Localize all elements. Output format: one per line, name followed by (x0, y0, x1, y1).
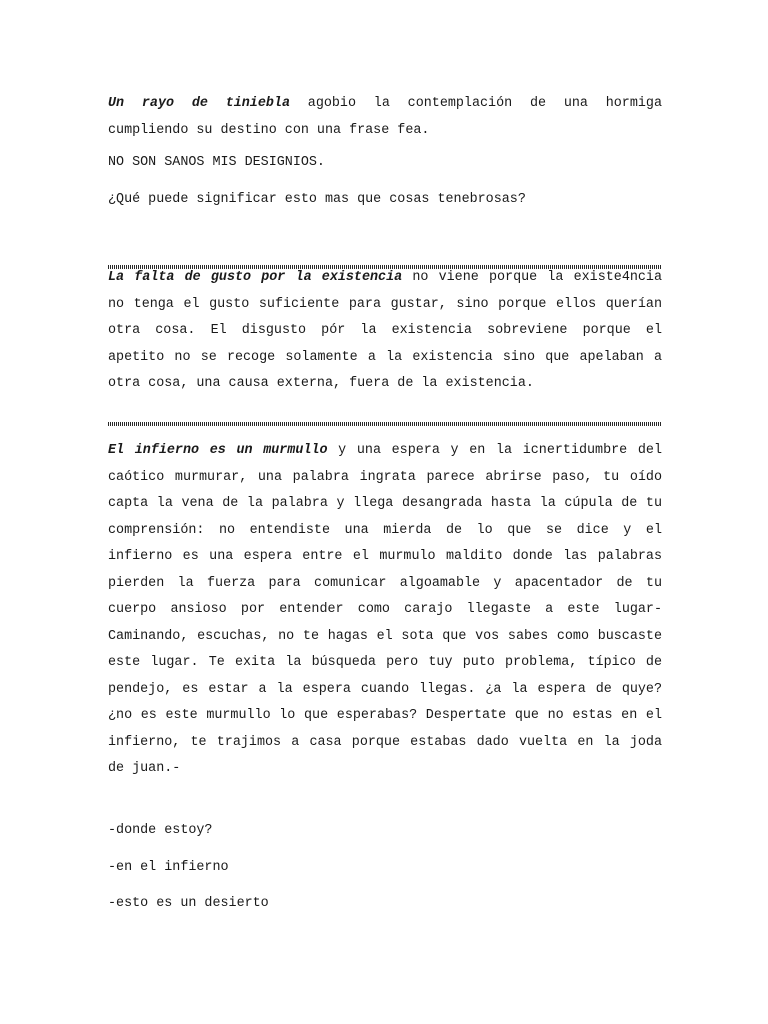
dialogue-line-3: -esto es un desierto (108, 896, 269, 911)
paragraph-rayo-text: agobio la contemplación de una hormiga cumpliendo su destino con una frase fea. (108, 96, 662, 138)
paragraph-infierno-text: y una espera y en la icnertidumbre del caótico murmurar, una palabra ingrata parece abrirse paso, tu oído capta la vena de la palabra y llega desangrada hasta la cúpula de tu comprensión: no entendiste una mierda de lo que se dice y el infierno es una espera entre el murmulo maldito donde las palabras pierden la fuerza para comunicar algoamable y apacentador de tu cuerpo ansioso por entender como carajo llegaste a este lugar- Caminando, escuchas, no te hagas el sota que vos sabes como buscaste este lugar. Te exita la búsqueda pero tuy puto problema, típico de pendejo, es estar a la espera cuando llegas. ¿a la espera de quye? ¿no es este murmullo lo que esperabas? Despertate que no estas en el infierno, te trajimos a casa porque estabas dado vuelta en la joda de juan.- (108, 443, 662, 776)
paragraph-infierno (108, 438, 662, 783)
paragraph-pregunta: ¿Qué puede significar esto mas que cosas tenebrosas? (108, 192, 526, 207)
paragraph-infierno-lead: El infierno es un murmullo (108, 443, 328, 458)
dialogue-line-2: -en el infierno (108, 860, 229, 875)
paragraph-falta-de-gusto (108, 265, 662, 398)
paragraph-falta-de-gusto-lead: La falta de gusto por la existencia (108, 270, 403, 285)
paragraph-falta-de-gusto-text: no viene porque la existe4ncia no tenga el gusto suficiente para gustar, sino porque ellos querían otra cosa. El disgusto pór la existencia sobreviene porque el apetito no se recoge solamente a la existencia sino que apelaban a otra cosa, una causa externa, fuera de la existencia. (108, 270, 663, 391)
paragraph-designios: NO SON SANOS MIS DESIGNIOS. (108, 155, 325, 170)
paragraph-rayo-lead: Un rayo de tiniebla (108, 96, 290, 111)
divider-bottom (108, 422, 662, 426)
dialogue-line-1: -donde estoy? (108, 823, 213, 838)
paragraph-rayo (108, 90, 662, 144)
